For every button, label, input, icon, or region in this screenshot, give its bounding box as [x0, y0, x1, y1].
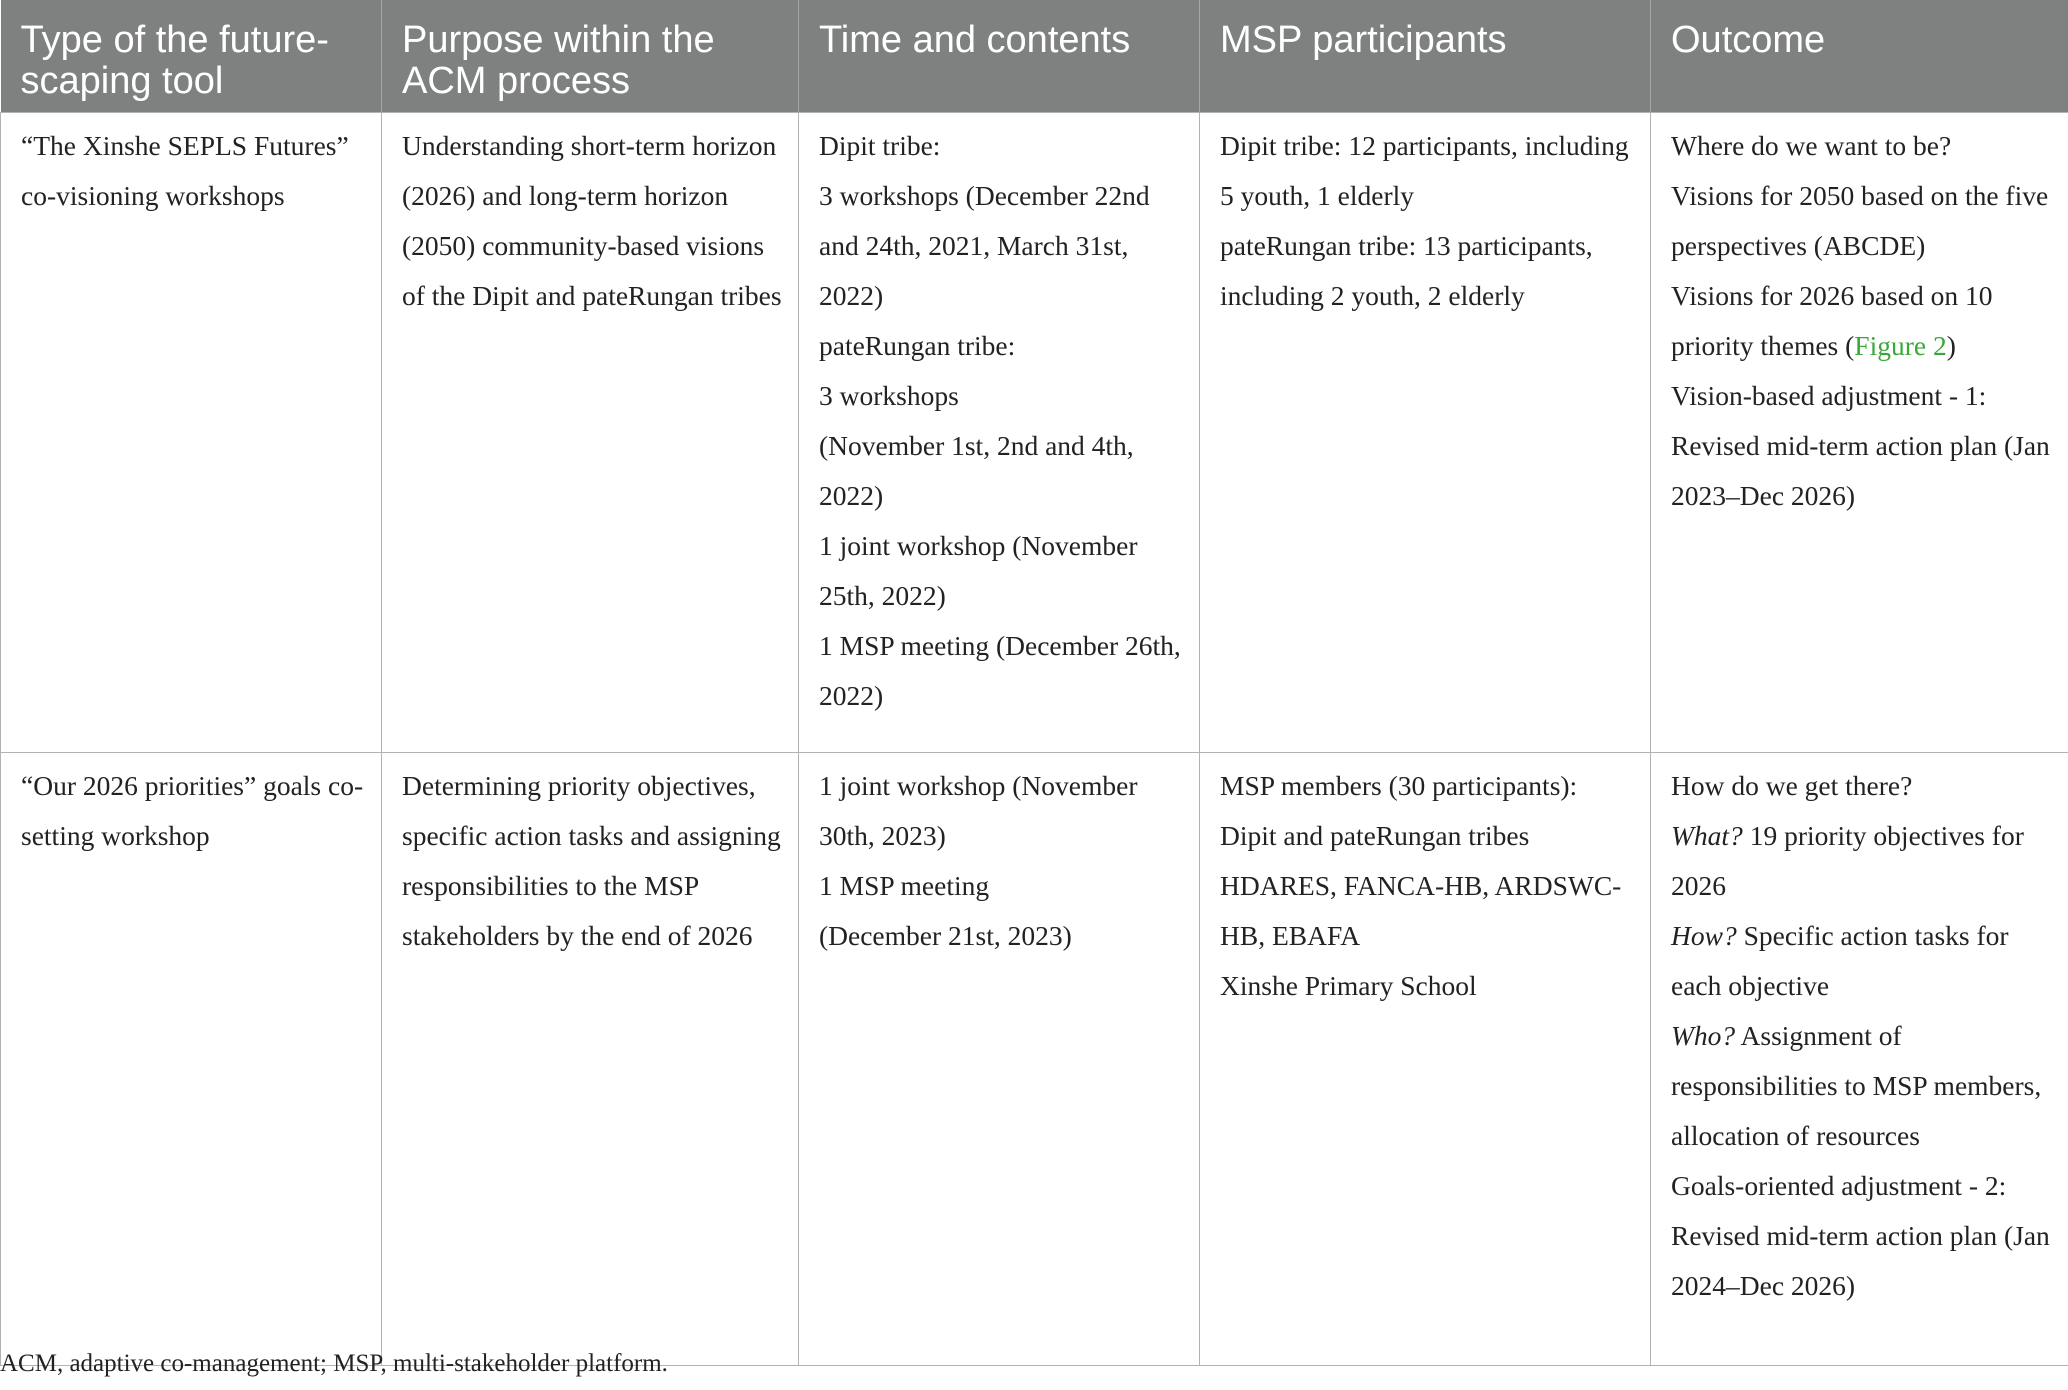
- cell-text: Understanding short-term horizon (2026) and long-term horizon (2050) community-based visions of the Dipit and pateRungan tribes: [402, 130, 782, 311]
- cell-line: 3 workshops (December 22nd and 24th, 2021, March 31st, 2022): [819, 180, 1150, 311]
- header-time-contents: Time and contents: [799, 0, 1200, 113]
- cell-line: Dipit tribe: 12 participants, including 5 youth, 1 elderly: [1220, 130, 1629, 211]
- header-tool-type: Type of the future-scaping tool: [1, 0, 382, 113]
- cell-outcome: [1651, 113, 2068, 753]
- cell-text: Specific action tasks for each objective: [1671, 920, 2009, 1001]
- cell-text: Determining priority objectives, specific action tasks and assigning responsibilities to the MSP stakeholders by the end of 2026: [402, 770, 781, 951]
- figure-2-link[interactable]: Figure 2: [1854, 330, 1947, 361]
- cell-line: 1 joint workshop (November 30th, 2023): [819, 770, 1138, 851]
- cell-tool-type: [1, 113, 382, 753]
- cell-text: Visions for 2026 based on 10 priority themes (: [1671, 280, 1993, 361]
- cell-line: Goals-oriented adjustment - 2: Revised mid-term action plan (Jan 2024–Dec 2026): [1671, 1170, 2050, 1301]
- table-row: [1, 113, 2068, 753]
- cell-text: 19 priority objectives for 2026: [1671, 820, 2024, 901]
- cell-line: 1 joint workshop (November 25th, 2022): [819, 530, 1138, 611]
- who-question: Who?: [1671, 1020, 1736, 1051]
- cell-time-contents: [799, 113, 1200, 753]
- cell-line: [1671, 1011, 2054, 1161]
- cell-msp-participants: [1200, 113, 1651, 753]
- cell-line: [1671, 911, 2054, 1011]
- header-purpose: Purpose within the ACM process: [382, 0, 799, 113]
- cell-line: (November 1st, 2nd and 4th, 2022): [819, 430, 1134, 511]
- cell-text: “Our 2026 priorities” goals co-setting workshop: [21, 770, 364, 851]
- cell-purpose: [382, 113, 799, 753]
- cell-time-contents: [799, 753, 1200, 1366]
- cell-line: (December 21st, 2023): [819, 920, 1072, 951]
- cell-line: pateRungan tribe:: [819, 330, 1016, 361]
- cell-line: How do we get there?: [1671, 770, 1913, 801]
- cell-line: 1 MSP meeting: [819, 870, 990, 901]
- table-footnote: ACM, adaptive co-management; MSP, multi-stakeholder platform.: [0, 1350, 668, 1377]
- cell-msp-participants: [1200, 753, 1651, 1366]
- cell-text: Assignment of responsibilities to MSP members, allocation of resources: [1671, 1020, 2042, 1151]
- cell-line: HDARES, FANCA-HB, ARDSWC-HB, EBAFA: [1220, 870, 1622, 951]
- what-question: What?: [1671, 820, 1743, 851]
- cell-line: Vision-based adjustment - 1: Revised mid-term action plan (Jan 2023–Dec 2026): [1671, 380, 2050, 511]
- cell-line: MSP members (30 participants):: [1220, 770, 1578, 801]
- cell-text: “The Xinshe SEPLS Futures” co-visioning workshops: [21, 130, 349, 211]
- cell-line: 1 MSP meeting (December 26th, 2022): [819, 630, 1181, 711]
- cell-purpose: [382, 753, 799, 1366]
- cell-line: Xinshe Primary School: [1220, 970, 1477, 1001]
- cell-line: [1671, 811, 2054, 911]
- cell-line: Where do we want to be?: [1671, 130, 1952, 161]
- cell-line: Visions for 2050 based on the five perspectives (ABCDE): [1671, 180, 2049, 261]
- cell-tool-type: [1, 753, 382, 1366]
- cell-line: pateRungan tribe: 13 participants, including 2 youth, 2 elderly: [1220, 230, 1593, 311]
- cell-line: [1671, 271, 2054, 371]
- how-question: How?: [1671, 920, 1737, 951]
- header-outcome: Outcome: [1651, 0, 2068, 113]
- cell-line: Dipit tribe:: [819, 130, 941, 161]
- table-row: [1, 753, 2068, 1366]
- header-msp-participants: MSP participants: [1200, 0, 1651, 113]
- cell-line: 3 workshops: [819, 380, 959, 411]
- cell-text: ): [1946, 330, 1956, 361]
- cell-line: Dipit and pateRungan tribes: [1220, 820, 1530, 851]
- cell-outcome: [1651, 753, 2068, 1366]
- header-row: [1, 0, 2068, 113]
